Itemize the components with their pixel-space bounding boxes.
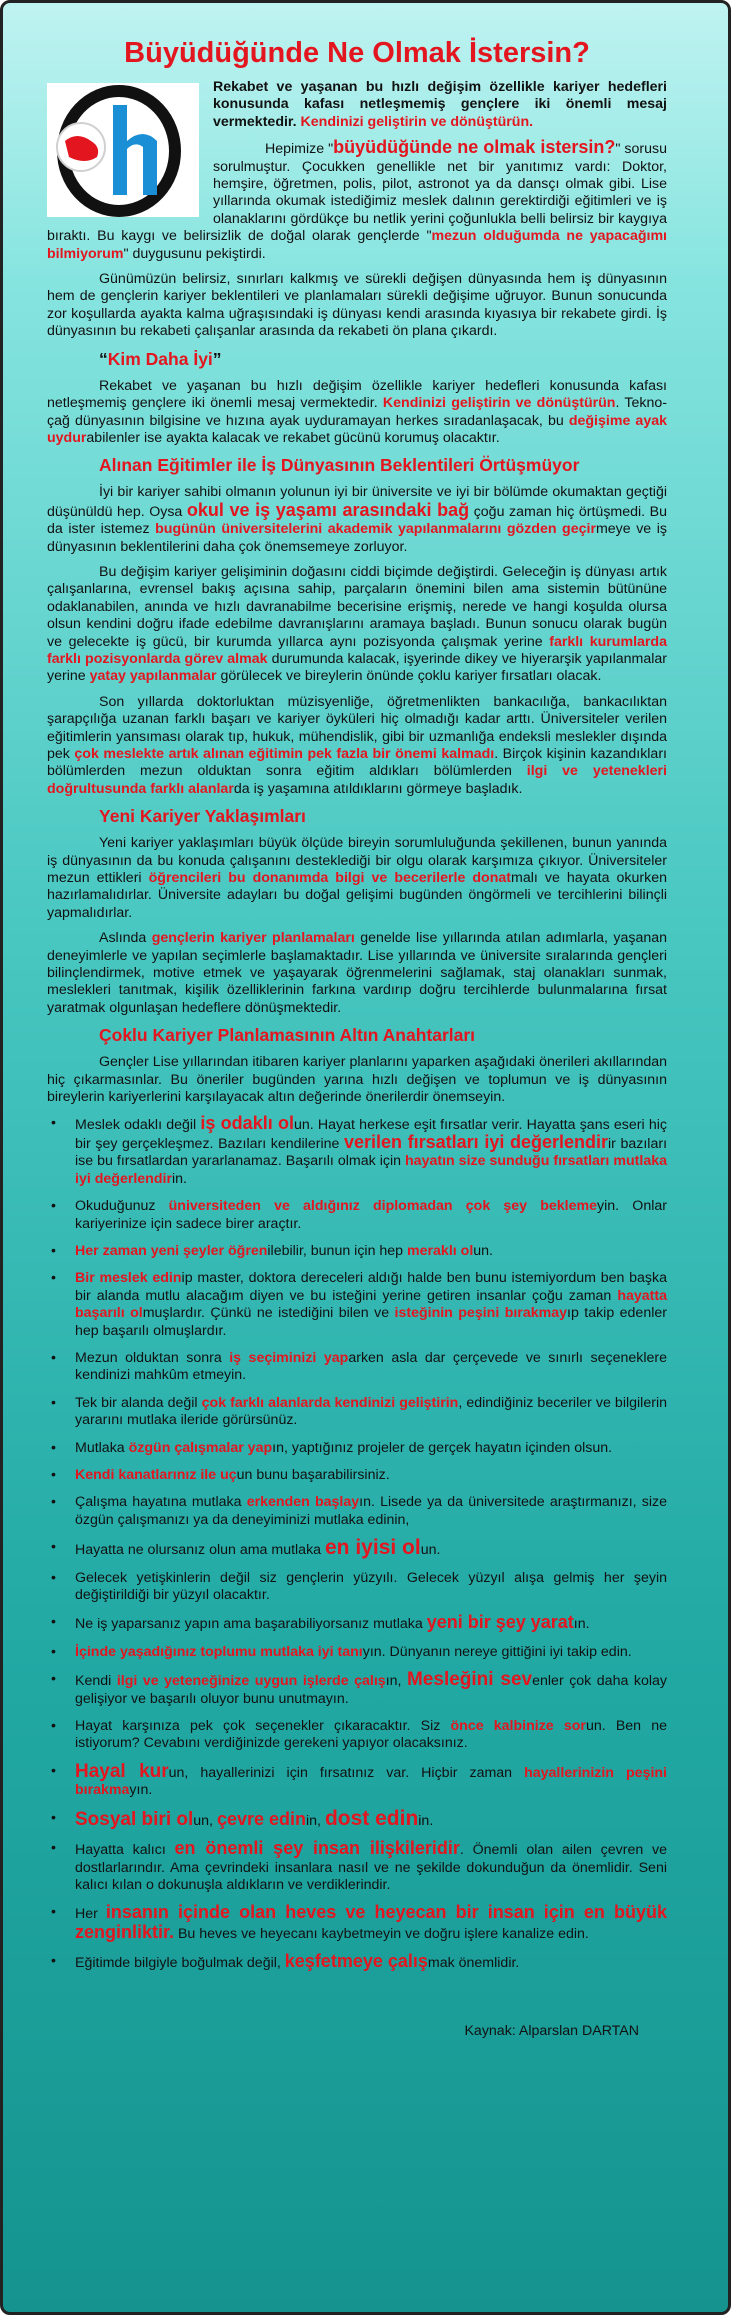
list-item — [51, 1840, 667, 1894]
text: Yeni kariyer yaklaşımları büyük ölçüde bireyin sorumluluğunda şekillenen, bunun yanında iş dünyasının da bu konuda çalışanını desteklediği bir olgu olarak karşımıza çıkıyor. Üniversiteler mezun ettikleri — [47, 835, 667, 887]
highlight: farklı kurumlarda farklı pozisyonlarda görev almak — [47, 633, 667, 667]
text: Hayatta kalıcı — [75, 1842, 175, 1859]
text: , edindiğiniz beceriler ve bilgilerin yararını mutlaka ileride görürsünüz. — [75, 1394, 667, 1429]
intro-highlight: Kendinizi geliştirin ve dönüştürün. — [300, 113, 534, 130]
bullet: • — [51, 1539, 56, 1556]
highlight: Kendinizi geliştirin ve dönüştürün — [382, 395, 616, 412]
highlight: yatay yapılanmalar — [89, 668, 217, 685]
text: Kendi — [75, 1673, 117, 1690]
text: ıp takip edenler hep başarılı olmuşlardır. — [75, 1305, 667, 1339]
highlight: en önemli şey insan ilişkileridir — [174, 1838, 460, 1859]
list-item — [51, 1395, 667, 1430]
section-heading-egitimler: Alınan Eğitimler ile İş Dünyasının Beklentileri Örtüşmüyor — [99, 455, 580, 476]
highlight: dost edin — [324, 1806, 419, 1830]
highlight: erkenden başlay — [246, 1494, 360, 1511]
text: enler çok daha kolay gelişiyor ve başarılı oluyor bunu unutmayın. — [75, 1673, 667, 1707]
text: Hayatta ne olursanız olun ama mutlaka — [75, 1542, 325, 1559]
highlight: gençlerin kariyer planlamaları — [151, 930, 355, 947]
quote-mark: ” — [212, 348, 222, 369]
text: çoğu zaman hiç örtüşmedi. Bu da ister istemez — [47, 503, 668, 538]
text: Hayat karşınıza pek çok seçenekler çıkaracaktır. Siz — [75, 1718, 451, 1735]
text: ilebilir, bunun için hep — [267, 1242, 408, 1259]
text: yın. Dünyanın nereye gittiğini iyi takip edin. — [362, 1643, 632, 1660]
list-item — [51, 1440, 667, 1457]
text: in. — [171, 1170, 187, 1187]
bullet: • — [51, 1718, 56, 1735]
text: un, — [193, 1812, 217, 1829]
highlight: insanın içinde olan heves ve heyecan bir insan için en büyük zenginliktir. — [75, 1902, 668, 1942]
text: Tek bir alanda değil — [75, 1394, 202, 1411]
highlight: iş odaklı ol — [200, 1112, 294, 1133]
list-item — [51, 1467, 667, 1484]
text: yın. — [129, 1782, 153, 1799]
highlight: en iyisi ol — [325, 1536, 421, 1560]
logo-emblem-icon — [47, 83, 199, 217]
bullet: • — [51, 1953, 56, 1970]
list-item — [51, 1494, 667, 1529]
bullet: • — [51, 1198, 56, 1215]
bullet: • — [51, 1809, 56, 1826]
highlight: çok farklı alanlarda kendinizi geliştirin — [201, 1394, 459, 1411]
highlight: hayatta başarılı ol — [75, 1287, 667, 1322]
text: ın. — [573, 1616, 590, 1633]
text: Mezun olduktan sonra — [75, 1349, 230, 1366]
text: Ne iş yaparsanız yapın ama başarabiliyorsanız mutlaka — [75, 1616, 427, 1633]
list-item — [51, 1112, 668, 1189]
paragraph-8 — [47, 930, 667, 1017]
highlight: öğrencileri bu donanımda bilgi ve becerilerle donat — [148, 870, 511, 887]
text: un bunu başarabilirsiniz. — [236, 1467, 390, 1483]
list-item — [51, 1570, 667, 1605]
list-item — [51, 1614, 667, 1633]
list-item — [51, 1350, 667, 1385]
highlight: yeni bir şey yarat — [426, 1612, 574, 1633]
text: " sorusu sorulmuştur. Çocukken genellikle net bir yanıtımız vardı: Doktor, hemşire, öğretmen, polis, pilot, astronot ya da dansçı olmak gibi. Lise yıllarında okumak istediğimiz meslek dalının gerektirdiği eğitimleri ve iş olanaklarını gördükçe bu netlik yerini çoğunlukla belli belirsiz bir kaygıya bıraktı. Bu kaygı ve belirsizlik de doğal olarak gençlerde " — [47, 141, 667, 245]
highlight: önce kalbinize sor — [450, 1718, 586, 1735]
list-item — [51, 1536, 667, 1560]
bullet: • — [51, 1762, 56, 1779]
paragraph-5 — [47, 564, 667, 686]
text: ir bazıları ise bu fırsatlardan yararlanamaz. Başarılı olmak için — [75, 1135, 668, 1170]
highlight: hayallerinizin peşini bırakma — [75, 1764, 668, 1799]
section-heading-yeni-kariyer: Yeni Kariyer Yaklaşımları — [99, 806, 306, 827]
highlight: Her zaman yeni şeyler öğren — [75, 1242, 268, 1259]
highlight: keşfetmeye çalış — [284, 1951, 428, 1972]
highlight: iş seçiminizi yap — [229, 1349, 349, 1366]
text: in, — [306, 1812, 325, 1829]
text: genelde lise yıllarında atılan adımlarla, yaşanan deneyimlerle ve yapılan seçimlerle başlamaktadır. Lise yıllarında ve üniversite sıralarında gençleri bilinçlendirmek, motive etmek ve yaşayarak öğrenmelerini sağlamak, staj olanakları sunmak, meslekleri tanıtmak, kişilik özelliklerinin farkına vardırıp doğru tercihlerde bulunmalarına fırsat yaratmak olgunlaşan hedeflere dönüşmektedir. — [47, 930, 668, 1016]
highlight: Hayal kur — [75, 1760, 169, 1782]
paragraph-6 — [47, 694, 667, 798]
bullet: • — [51, 1394, 56, 1411]
section-heading-altin-anahtarlar: Çoklu Kariyer Planlamasının Altın Anahtarları — [99, 1025, 476, 1046]
highlight: çevre edin — [216, 1808, 306, 1829]
bullet: • — [51, 1439, 56, 1456]
text: Eğitimde bilgiyle boğulmak değil, — [75, 1955, 285, 1972]
text: ın, — [385, 1673, 407, 1690]
author-credit: Kaynak: Alparslan DARTAN — [464, 2022, 639, 2039]
page-title: Büyüdüğünde Ne Olmak İstersin? — [124, 37, 590, 69]
text: mak önemlidir. — [427, 1955, 520, 1972]
text: un. Hayat herkese eşit fırsatlar verir. Hayatta şans eseri hiç bir şey gerçekleşmez. Bazıları kendilerine — [75, 1116, 667, 1152]
highlight: ilgi ve yetenekleri doğrultusunda farklı alanlar — [47, 763, 667, 797]
text: ın, yaptığınız projeler de gerçek hayatın içinden olsun. — [272, 1439, 613, 1456]
paragraph-4 — [47, 484, 667, 556]
paragraph-7 — [47, 835, 667, 922]
highlight: meraklı ol — [407, 1242, 474, 1259]
article — [47, 35, 667, 2040]
bullet: • — [51, 1643, 56, 1660]
paragraph-2: Günümüzün belirsiz, sınırları kalkmış ve sürekli değişen dünyasında hem iş dünyasının hem de gençlerin kariyer beklentileri ve planlamaları sürekli değişime uğruyor. Bunun sonucunda zor koşullarda ayakta kalma uğraşısındaki iş dünyası kendi arasında kıyasıya bir rekabete girdi. İş dünyasının bu rekabeti çalışanlar arasında da rekabeti ön plana çıkardı. — [47, 271, 667, 340]
text: . Tekno-çağ dünyasının bilgisine ve hızına ayak uyduramayan herkes sıradanlaşacak, bu — [47, 395, 667, 429]
list-item — [51, 1243, 667, 1260]
highlight: bugünün üniversitelerini akademik yapılanmalarını gözden geçir — [155, 521, 596, 538]
text: un. Ben ne istiyorum? Cevabını verdiğinizde gerekeni yapıyor olacaksınız. — [75, 1718, 668, 1752]
bullet: • — [51, 1840, 56, 1857]
text: ın. Lisede ya da üniversitede araştırmanızı, size özgün çalışmanızı ya da deneyiminizi mutlaka edinin, — [75, 1494, 668, 1528]
list-item — [51, 1270, 667, 1340]
text: Gelecek yetişkinlerin değil siz gençlerin yüzyılı. Gelecek yüzyıl alışa gelmiş her şeyin değiştirildiği bir yüzyıl olacaktır. — [75, 1569, 667, 1604]
highlight: mezun olduğumda ne yapacağımı bilmiyorum — [47, 228, 667, 262]
text: da iş yaşamına atıldıklarını görmeye başladık. — [233, 780, 523, 797]
paragraph-3 — [47, 378, 667, 448]
advice-list — [47, 1112, 668, 1973]
highlight: üniversiteden ve aldığınız diplomadan çok şey bekleme — [168, 1198, 598, 1215]
text: Mutlaka — [75, 1439, 129, 1456]
highlight: isteğinin peşini bırakmay — [394, 1305, 567, 1322]
text: arken asla dar çerçevede ve sınırlı seçeneklere kendinizi mahkûm etmeyin. — [75, 1349, 667, 1384]
list-item — [51, 1904, 667, 1943]
text: Çalışma hayatına mutlaka — [75, 1494, 247, 1511]
text: durumunda kalacak, işyerinde dikey ve hiyerarşik yapılanmalar yerine — [47, 650, 667, 685]
bullet: • — [51, 1467, 56, 1483]
text: Rekabet ve yaşanan bu hızlı değişim özellikle kariyer hedefleri konusunda kafası netleşmemiş gençlere iki önemli mesaj vermektedir. — [47, 377, 667, 412]
highlight: büyüdüğünde ne olmak istersin? — [333, 137, 616, 158]
text: in. — [418, 1812, 434, 1829]
bullet: • — [51, 1671, 56, 1688]
text: Okuduğunuz — [75, 1198, 169, 1215]
paragraph-9: Gençler Lise yıllarından itibaren kariyer planlarını yaparken aşağıdaki önerileri akıllarından hiç çıkarmasınlar. Bu öneriler bugünden yarına hızlı değişen ve toplumun ve iş dünyasının bireylerin kariyerlerini karşılayacak altın değerinde önerilerdir önemseyin. — [47, 1054, 667, 1106]
text: Aslında — [99, 930, 152, 947]
text: yin. Onlar kariyerinize için sadece birer araçtır. — [75, 1198, 667, 1232]
bullet: • — [51, 1349, 56, 1366]
highlight: Bir meslek edin — [75, 1270, 182, 1287]
text: un, hayallerinizi için fırsatınız var. Hiçbir zaman — [168, 1764, 525, 1781]
list-item — [51, 1644, 667, 1661]
text: abilenler ise ayakta kalacak ve rekabet gücünü korumuş olacaktır. — [86, 429, 500, 446]
highlight: çok meslekte artık alınan eğitimin pek fazla bir önemi kalmadı — [74, 746, 495, 762]
highlight: Kendi kanatlarınız ile uç — [75, 1467, 237, 1483]
bullet: • — [51, 1614, 56, 1631]
text: muşlardır. Çünkü ne istediğini bilen ve — [142, 1305, 395, 1322]
bullet: • — [51, 1904, 56, 1921]
logo — [47, 83, 199, 217]
quote-mark: “ — [99, 348, 108, 369]
highlight: Mesleğini sev — [406, 1669, 533, 1691]
text: un. — [420, 1542, 441, 1559]
text: Hepimize " — [265, 141, 334, 158]
highlight: özgün çalışmalar yap — [128, 1439, 273, 1456]
highlight: verilen fırsatları iyi değerlendir — [343, 1131, 609, 1152]
highlight: hayatın size sunduğu fırsatları mutlaka iyi değerlendir — [75, 1153, 667, 1187]
highlight: Sosyal biri ol — [75, 1808, 194, 1830]
bullet: • — [51, 1114, 56, 1131]
text: Bu heves ve heyecanı kaybetmeyin ve doğru işlere kanalize edin. — [174, 1925, 589, 1942]
list-item — [51, 1718, 667, 1753]
text: un. — [473, 1242, 493, 1259]
bullet: • — [51, 1569, 56, 1586]
text: . Birçok kişinin kazandıkları bölümlerden mezun olduktan sonra eğitim aldıkları bölümlerden — [47, 746, 667, 780]
text: malı ve hayata okurken hazırlamalıdırlar. Üniversite adayları bu doğal gelişimi bugünden öngörmeli ve tercihlerini bilinçli yapmalıdırlar. — [47, 870, 668, 921]
list-item — [51, 1671, 667, 1708]
bullet: • — [51, 1242, 56, 1259]
text: Her — [75, 1906, 106, 1923]
list-item — [51, 1760, 668, 1800]
text: İyi bir kariyer sahibi olmanın yolunun iyi bir üniversite ve iyi bir bölümde okumaktan geçtiği düşünüldü hep. Oysa — [47, 484, 667, 520]
text: Bu değişim kariyer gelişiminin doğasını ciddi biçimde değiştirdi. Geleceğin iş dünyası artık çalışanlarına, evrensel bakış açısına sahip, parçaların önemini bilen ama sistemin bütününe odaklanabilen, anında ve hızlı davranabilme becerisine erişmiş, nerede ve hangi koşulda olursa olsun kendini doğru ifade edebilme davranışlarını aramaya başladı. Bunun sonucu olarak bugün ve gelecekte iş gücü, bir kurumda yıllarca aynı pozisyonda çalışmak yerine — [47, 563, 667, 650]
text: . Önemli olan ailen çevren ve dostlarlarındır. Ama çevrindeki insanlara nasıl ve ne şekilde dokunduğun da önemlidir. Seni kalıcı kılan o dokunuşla aldıkların ve verdiklerindir. — [75, 1842, 667, 1893]
text: Son yıllarda doktorluktan müzisyenliğe, öğretmenlikten bankacılığa, bankacılıktan şarapçılığa uzanan farklı başarı ve kariyer öyküleri hiç olmadığı kadar arttı. Üniversiteler verilen eğitimlerin yansıması olarak tıp, hukuk, mühendislik, gibi bir uzmanlığa endeksli meslekler dışında pek — [47, 693, 667, 762]
highlight: İçinde yaşadığınız toplumu mutlaka iyi tanı — [75, 1643, 363, 1660]
bullet: • — [51, 1494, 56, 1511]
highlight: ilgi ve yeteneğinize uygun işlerde çalış — [116, 1673, 386, 1690]
text: meye ve iş dünyasının beklentilerini daha çok önemsemeye zorluyor. — [47, 521, 667, 555]
heading-text: Kim Daha İyi — [107, 348, 213, 369]
highlight: değişime ayak uydur — [47, 412, 667, 446]
text: " duygusunu pekiştirdi. — [123, 245, 266, 262]
list-item — [51, 1806, 667, 1830]
text: ip master, doktora dereceleri aldığı halde ben bunu istemiyordum ben başka bir alanda mutlu alacağım diyen ve bu isteğini yerine getiren insanlar çoğu zaman — [75, 1270, 667, 1304]
list-item — [51, 1953, 667, 1972]
list-item — [51, 1198, 667, 1233]
highlight: okul ve iş yaşamı arasındaki bağ — [186, 499, 470, 520]
intro-text: Rekabet ve yaşanan bu hızlı değişim özellikle kariyer hedefleri konusunda kafası netleşmemiş gençlere iki önemli mesaj vermektedir. — [213, 79, 667, 130]
text: Meslek odaklı değil — [75, 1116, 201, 1133]
text: görülecek ve bireylerin önünde çoklu kariyer fırsatları olacak. — [216, 668, 602, 685]
bullet: • — [51, 1270, 56, 1287]
section-heading-kim-daha-iyi — [99, 349, 667, 370]
